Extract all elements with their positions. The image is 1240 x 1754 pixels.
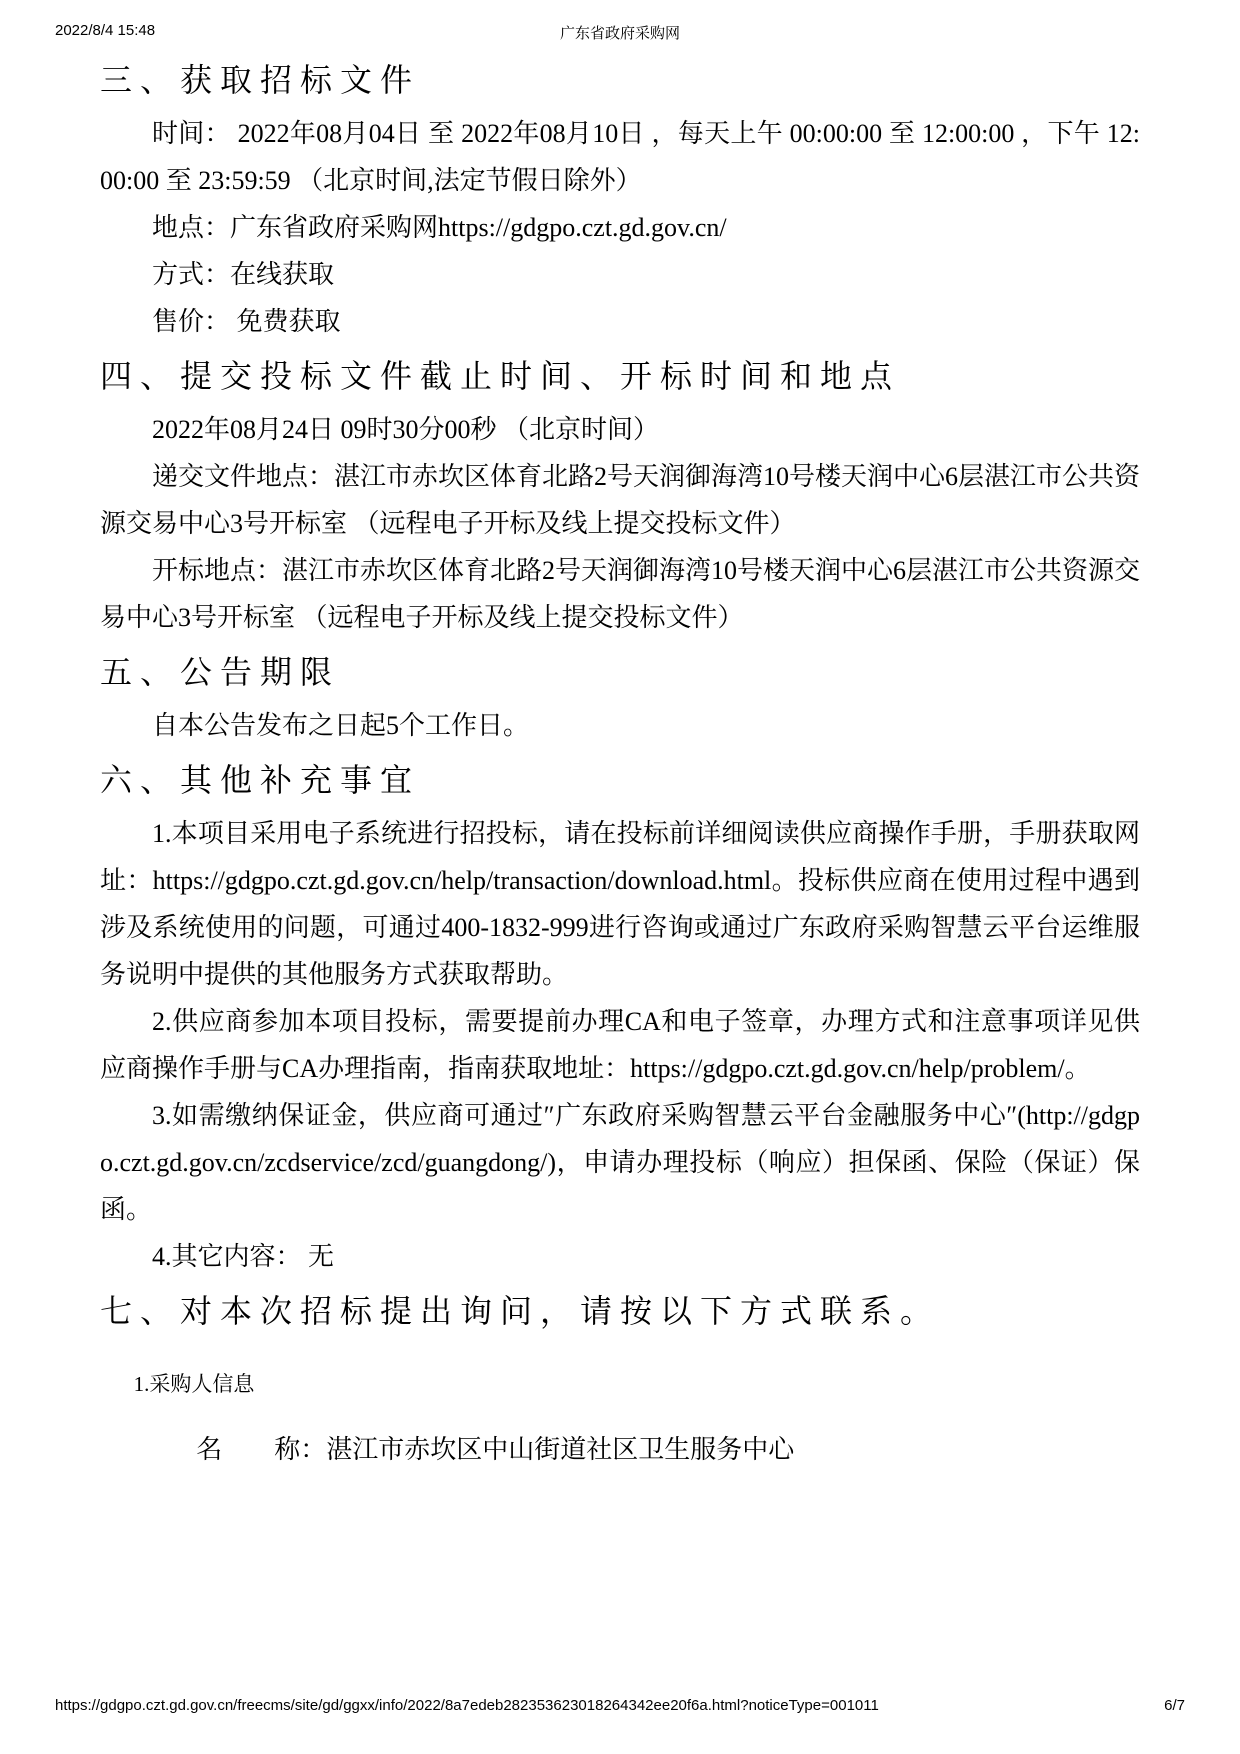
section4-heading: 四、提交投标文件截止时间、开标时间和地点 — [100, 358, 901, 394]
print-datetime: 2022/8/4 15:48 — [55, 22, 156, 39]
section5-heading: 五、公告期限 — [100, 654, 341, 690]
section5-period: 自本公告发布之日起5个工作日。 — [152, 711, 530, 740]
section3-price: 售价： 免费获取 — [152, 307, 341, 336]
source-url: https://gdgpo.czt.gd.gov.cn/freecms/site/gd/ggxx/info/2022/8a7edeb282353623018264342ee20f6a.html?noticeType=001011 — [55, 1697, 879, 1714]
site-title: 广东省政府采购网 — [559, 25, 680, 42]
section6-item2: 2.供应商参加本项目投标，需要提前办理CA和电子签章，办理方式和注意事项详见供应商操作手册与CA办理指南，指南获取地址：https://gdgpo.czt.gd.gov.cn/help/problem/。 — [100, 1007, 1140, 1083]
section7-heading: 七、对本次招标提出询问，请按以下方式联系。 — [100, 1293, 941, 1329]
notice-body — [100, 42, 1140, 1473]
section6-item4: 4.其它内容： 无 — [152, 1242, 335, 1271]
section4-submit-location: 递交文件地点：湛江市赤坎区体育北路2号天润御海湾10号楼天润中心6层湛江市公共资源交易中心3号开标室 （远程电子开标及线上提交投标文件） — [100, 462, 1141, 538]
section3-method: 方式：在线获取 — [152, 260, 335, 289]
section4-opening-location: 开标地点：湛江市赤坎区体育北路2号天润御海湾10号楼天润中心6层湛江市公共资源交易中心3号开标室 （远程电子开标及线上提交投标文件） — [100, 556, 1141, 632]
section3-time: 时间： 2022年08月04日 至 2022年08月10日 ，每天上午 00:00:00 至 12:00:00 ，下午 12:00:00 至 23:59:59 （北京时间,法定节假日除外） — [100, 119, 1140, 195]
section7-buyer-info-label: 1.采购人信息 — [133, 1372, 255, 1396]
section3-heading: 三、获取招标文件 — [100, 62, 421, 98]
section6-heading: 六、其他补充事宜 — [100, 762, 421, 798]
section6-item1: 1.本项目采用电子系统进行招投标，请在投标前详细阅读供应商操作手册，手册获取网址：https://gdgpo.czt.gd.gov.cn/help/transaction/download.html。投标供应商在使用过程中遇到涉及系统使用的问题，可通过400-1832-999进行咨询或通过广东政府采购智慧云平台运维服务说明中提供的其他服务方式获取帮助。 — [100, 819, 1140, 989]
section7-buyer-name: 名 称：湛江市赤坎区中山街道社区卫生服务中心 — [196, 1435, 795, 1464]
print-footer — [55, 1697, 1185, 1714]
section3-location: 地点：广东省政府采购网https://gdgpo.czt.gd.gov.cn/ — [152, 213, 727, 242]
section6-item3: 3.如需缴纳保证金，供应商可通过″广东政府采购智慧云平台金融服务中心″(http://gdgpo.czt.gd.gov.cn/zcdservice/zcd/guangdong/)，申请办理投标（响应）担保函、保险（保证）保函。 — [100, 1101, 1140, 1224]
page-number: 6/7 — [1164, 1697, 1185, 1714]
print-header — [55, 22, 1185, 42]
section4-deadline: 2022年08月24日 09时30分00秒 （北京时间） — [152, 415, 660, 444]
